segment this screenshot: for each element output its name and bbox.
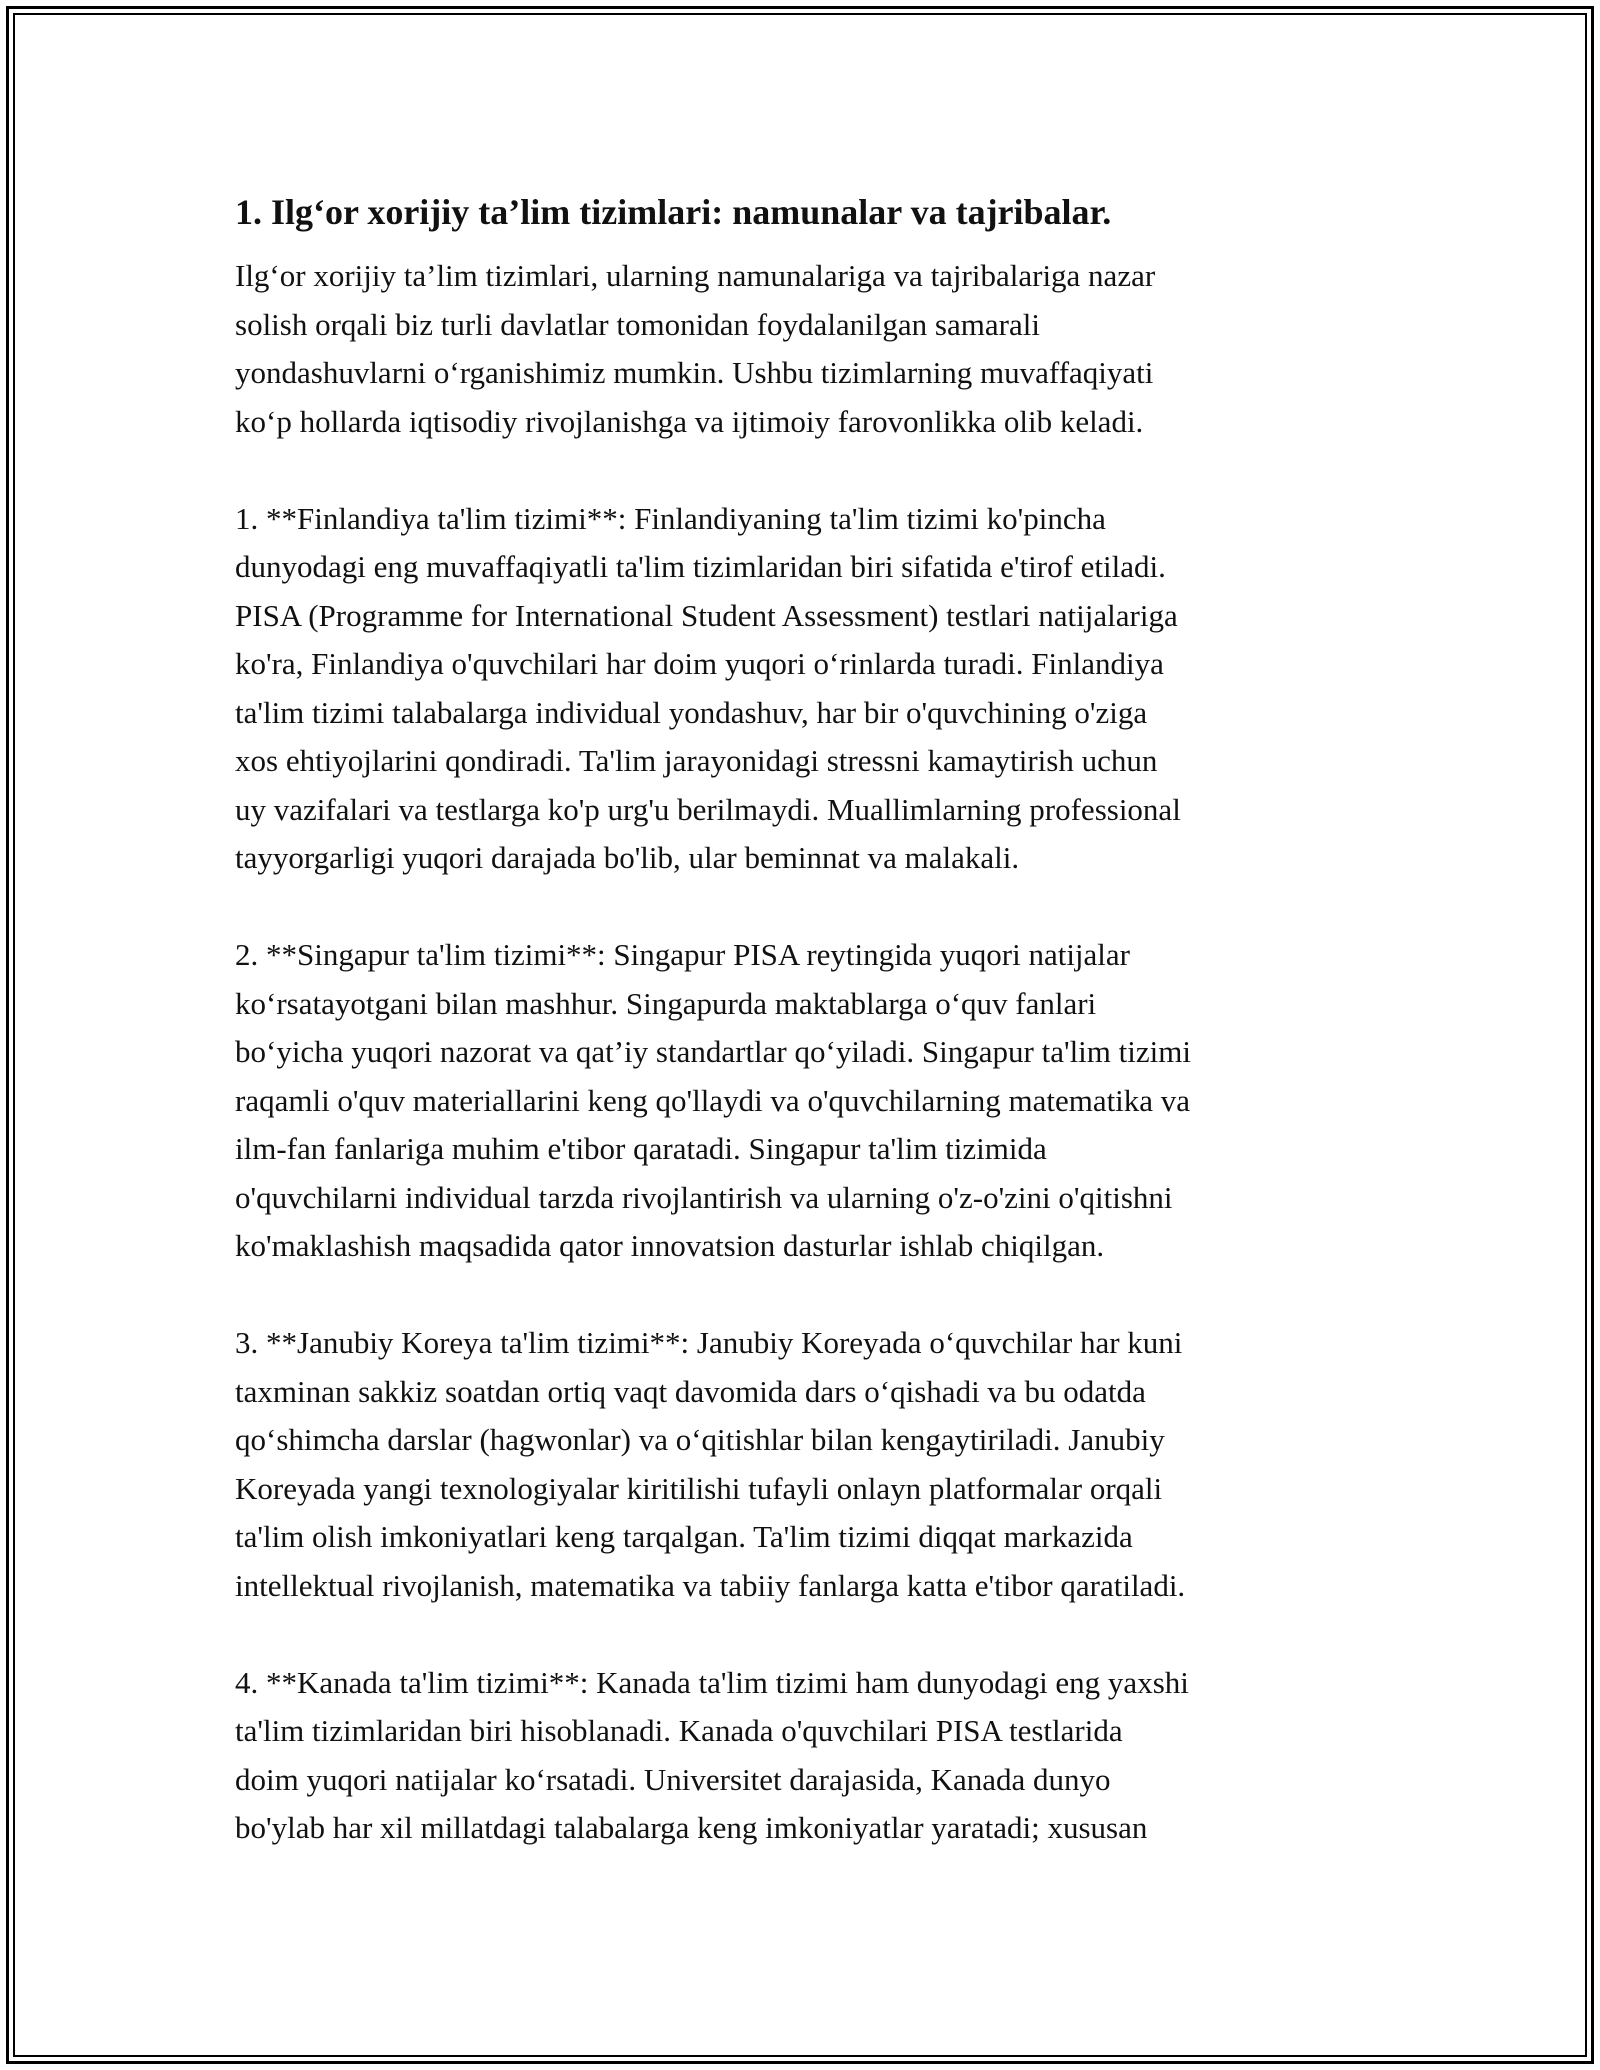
text-line: dunyodagi eng muvaffaqiyatli ta'lim tizimlaridan biri sifatida e'tirof etiladi. <box>235 549 1166 584</box>
intro-paragraph <box>235 252 1375 446</box>
text-line: bo'ylab har xil millatdagi talabalarga keng imkoniyatlar yaratadi; xususan <box>235 1810 1148 1845</box>
section-heading: 1. Ilg‘or xorijiy ta’lim tizimlari: namunalar va tajribalar. <box>235 192 1112 232</box>
text-line: ta'lim olish imkoniyatlari keng tarqalgan. Ta'lim tizimi diqqat markazida <box>235 1519 1133 1554</box>
text-line: raqamli o'quv materiallarini keng qo'llaydi va o'quvchilarning matematika va <box>235 1082 1191 1118</box>
text-line: yondashuvlarni o‘rganishimiz mumkin. Ushbu tizimlarning muvaffaqiyati <box>235 355 1154 390</box>
text-line: Koreyada yangi texnologiyalar kiritilishi tufayli onlayn platformalar orqali <box>235 1470 1163 1506</box>
text-line: PISA (Programme for International Student Assessment) testlari natijalariga <box>235 597 1178 633</box>
canada-paragraph <box>235 1659 1375 1853</box>
text-line: ko‘rsatayotgani bilan mashhur. Singapurda maktablarga o‘quv fanlari <box>235 985 1097 1021</box>
text-line: 2. **Singapur ta'lim tizimi**: Singapur PISA reytingida yuqori natijalar <box>235 937 1131 972</box>
singapore-paragraph <box>235 931 1375 1271</box>
text-line: ta'lim tizimi talabalarga individual yondashuv, har bir o'quvchining o'ziga <box>235 694 1148 730</box>
text-line: 1. **Finlandiya ta'lim tizimi**: Finlandiyaning ta'lim tizimi ko'pincha <box>235 500 1106 536</box>
text-line: solish orqali biz turli davlatlar tomonidan foydalanilgan samarali <box>235 306 1040 342</box>
document-body <box>235 186 1375 1901</box>
text-line: ta'lim tizimlaridan biri hisoblanadi. Kanada o'quvchilari PISA testlarida <box>235 1713 1123 1748</box>
text-line: bo‘yicha yuqori nazorat va qat’iy standartlar qo‘yiladi. Singapur ta'lim tizimi <box>235 1034 1191 1069</box>
text-line: ko‘p hollarda iqtisodiy rivojlanishga va ijtimoiy farovonlikka olib keladi. <box>235 403 1144 439</box>
text-line: doim yuqori natijalar ko‘rsatadi. Universitet darajasida, Kanada dunyo <box>235 1761 1111 1797</box>
text-line: o'quvchilarni individual tarzda rivojlantirish va ularning o'z-o'zini o'qitishni <box>235 1179 1173 1215</box>
text-line: ilm-fan fanlariga muhim e'tibor qaratadi. Singapur ta'lim tizimida <box>235 1131 1047 1166</box>
text-line: taxminan sakkiz soatdan ortiq vaqt davomida dars o‘qishadi va bu odatda <box>235 1373 1146 1409</box>
text-line: ko'ra, Finlandiya o'quvchilari har doim yuqori o‘rinlarda turadi. Finlandiya <box>235 646 1164 681</box>
text-line: xos ehtiyojlarini qondiradi. Ta'lim jarayonidagi stressni kamaytirish uchun <box>235 743 1158 778</box>
text-line: qo‘shimcha darslar (hagwonlar) va o‘qitishlar bilan kengaytiriladi. Janubiy <box>235 1422 1165 1457</box>
text-line: ko'maklashish maqsadida qator innovatsion dasturlar ishlab chiqilgan. <box>235 1228 1105 1263</box>
text-line: intellektual rivojlanish, matematika va tabiiy fanlarga katta e'tibor qaratiladi. <box>235 1567 1186 1603</box>
south-korea-paragraph <box>235 1319 1375 1610</box>
text-line: tayyorgarligi yuqori darajada bo'lib, ular beminnat va malakali. <box>235 840 1020 875</box>
text-line: 4. **Kanada ta'lim tizimi**: Kanada ta'lim tizimi ham dunyodagi eng yaxshi <box>235 1664 1189 1700</box>
finland-paragraph <box>235 495 1375 883</box>
text-line: Ilg‘or xorijiy ta’lim tizimlari, ularning namunalariga va tajribalariga nazar <box>235 258 1156 293</box>
text-line: 3. **Janubiy Koreya ta'lim tizimi**: Janubiy Koreyada o‘quvchilar har kuni <box>235 1325 1183 1360</box>
text-line: uy vazifalari va testlarga ko'p urg'u berilmaydi. Muallimlarning professional <box>235 791 1181 827</box>
